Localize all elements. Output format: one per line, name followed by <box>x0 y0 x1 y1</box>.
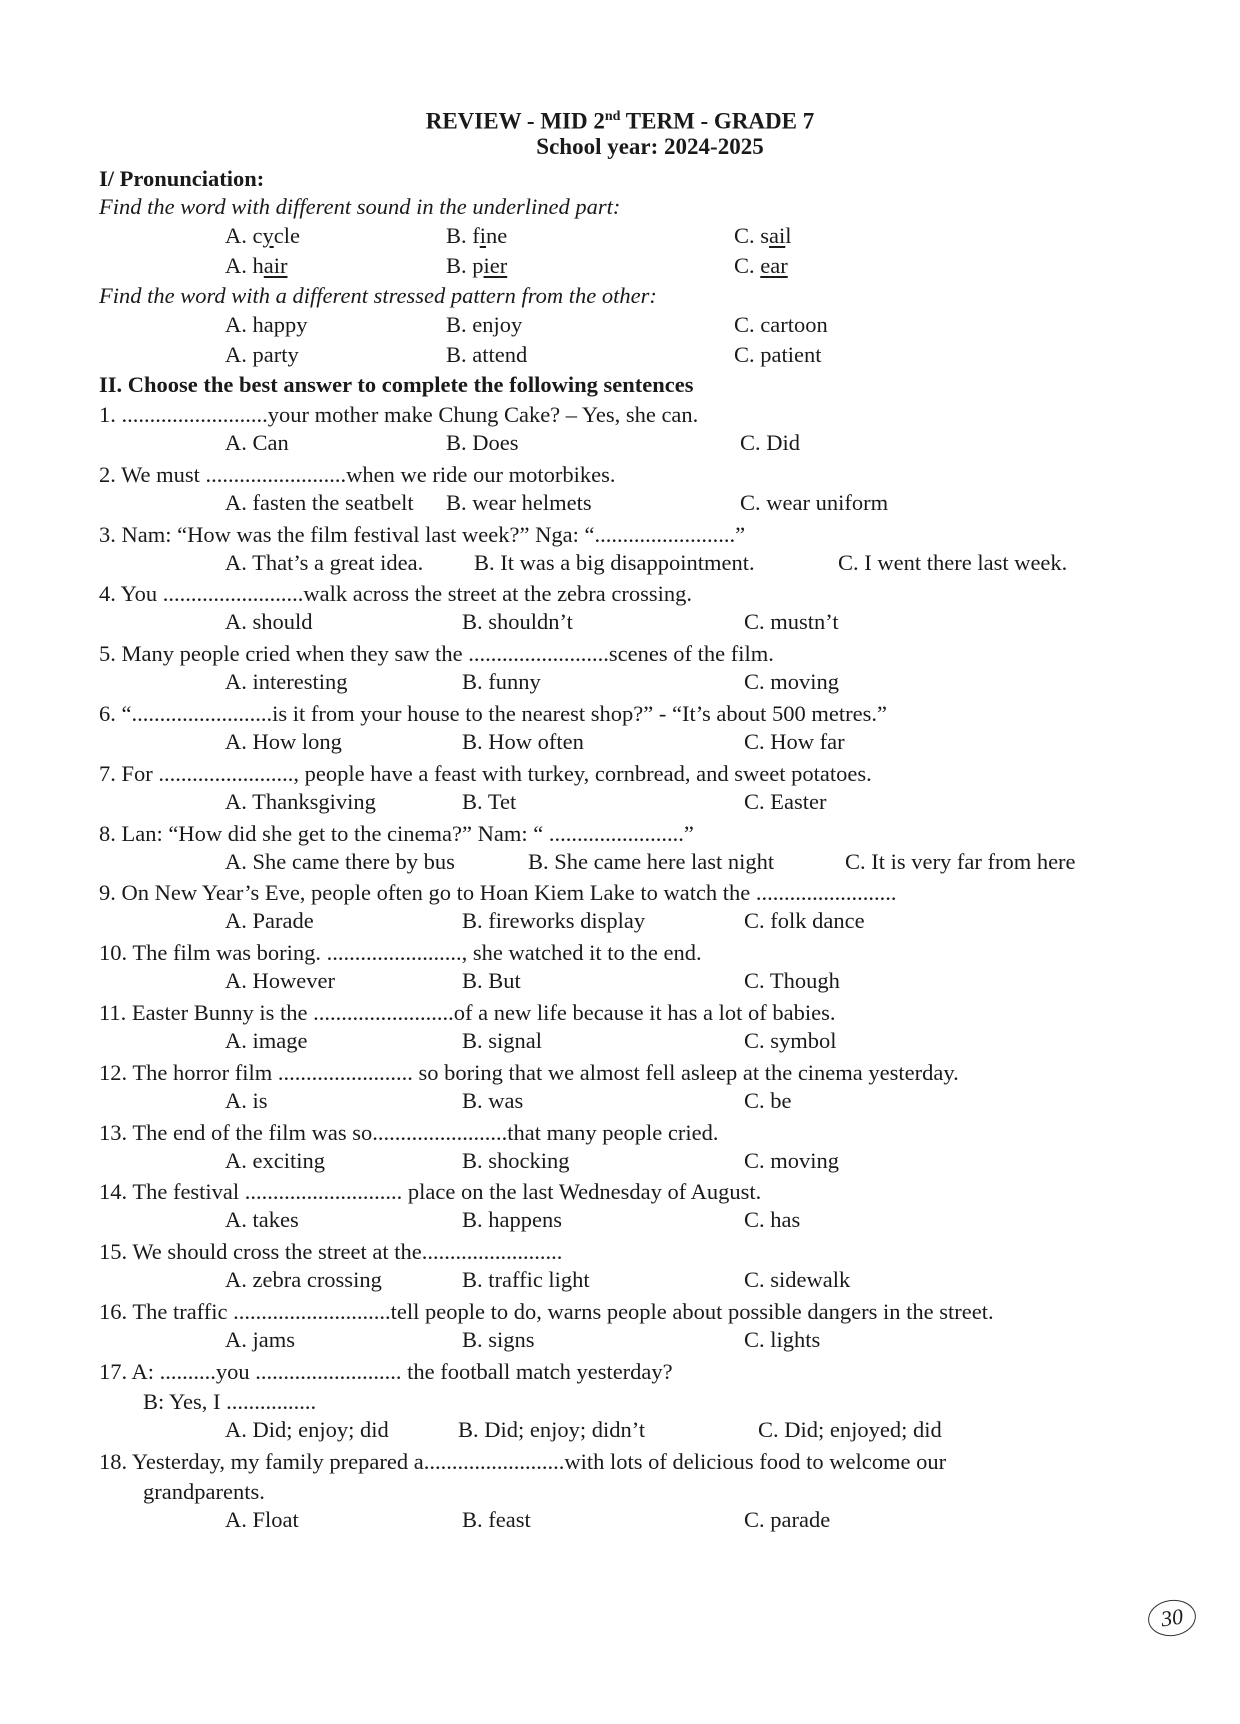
option-b[interactable]: B. signs <box>462 1327 535 1352</box>
option-a[interactable]: A. image <box>225 1028 308 1053</box>
option-b: B. attend <box>446 342 528 367</box>
option-b[interactable]: B. wear helmets <box>446 489 592 515</box>
option-c[interactable]: C. parade <box>744 1506 831 1532</box>
option-b[interactable]: B. Does <box>446 430 519 455</box>
question-text: 3. Nam: “How was the film festival last week?” Nga: “.........................” <box>99 521 746 547</box>
question-text: 12. The horror film ........................ so boring that we almost fell asleep at the cinema yesterday. <box>99 1059 959 1085</box>
instruction-stress: Find the word with a different stressed pattern from the other: <box>99 283 657 308</box>
option-b[interactable]: B. She came here last night <box>528 848 775 874</box>
option-a[interactable]: A. exciting <box>225 1147 325 1173</box>
option-c[interactable]: C. Did; enjoyed; did <box>758 1416 942 1442</box>
instruction-sound: Find the word with different sound in the underlined part: <box>99 194 621 219</box>
option-a[interactable]: A. That’s a great idea. <box>225 549 424 575</box>
option-c[interactable]: C. Did <box>740 430 801 455</box>
option-c[interactable]: C. symbol <box>744 1028 837 1053</box>
option-b[interactable]: B. Did; enjoy; didn’t <box>458 1416 646 1442</box>
option-a[interactable]: A. jams <box>225 1327 295 1352</box>
option-a[interactable]: A. Float <box>225 1506 299 1532</box>
title-text: REVIEW - MID 2 <box>425 108 605 134</box>
option-c[interactable]: C. I went there last week. <box>838 549 1068 575</box>
option-b[interactable]: B. funny <box>462 669 541 695</box>
question-text: 14. The festival ............................ place on the last Wednesday of August. <box>99 1179 762 1205</box>
option-a: A. hair <box>225 253 288 278</box>
option-c: C. cartoon <box>734 312 828 337</box>
option-c[interactable]: C. Though <box>744 968 840 994</box>
question-text: 5. Many people cried when they saw the .........................scenes of the film. <box>99 641 774 667</box>
question-text: 17. A: ..........you .......................... the football match yesterday? <box>99 1358 673 1384</box>
option-b[interactable]: B. was <box>462 1087 524 1113</box>
question-text: 15. We should cross the street at the......................... <box>99 1239 563 1265</box>
option-c: C. ear <box>734 253 788 278</box>
option-a: A. party <box>225 342 299 367</box>
option-a[interactable]: A. should <box>225 609 313 635</box>
school-year: School year: 2024-2025 <box>536 134 764 159</box>
option-c: C. sail <box>734 223 792 248</box>
page-number: 30 <box>1146 1597 1199 1639</box>
option-c[interactable]: C. folk dance <box>744 908 865 934</box>
section-heading-pronunciation: I/ Pronunciation: <box>99 166 265 191</box>
option-a[interactable]: A. interesting <box>225 669 348 695</box>
option-c[interactable]: C. sidewalk <box>744 1267 851 1293</box>
option-c[interactable]: C. It is very far from here <box>845 848 1076 874</box>
option-c[interactable]: C. wear uniform <box>740 489 889 515</box>
option-a[interactable]: A. Parade <box>225 908 314 934</box>
question-text: 1. ..........................your mother make Chung Cake? – Yes, she can. <box>99 402 699 427</box>
option-a: A. happy <box>225 312 308 337</box>
option-c[interactable]: C. has <box>744 1207 801 1233</box>
option-a[interactable]: A. She came there by bus <box>225 848 455 874</box>
question-text: 4. You .........................walk across the street at the zebra crossing. <box>99 581 693 607</box>
option-b[interactable]: B. But <box>462 968 521 994</box>
option-b[interactable]: B. signal <box>462 1028 543 1053</box>
option-c[interactable]: C. mustn’t <box>744 609 839 635</box>
option-a[interactable]: A. zebra crossing <box>225 1267 382 1293</box>
option-a[interactable]: A. Can <box>225 430 289 455</box>
option-a[interactable]: A. Thanksgiving <box>225 788 376 814</box>
option-a[interactable]: A. fasten the seatbelt <box>225 489 414 515</box>
question-text: 10. The film was boring. ........................, she watched it to the end. <box>99 940 702 966</box>
option-b[interactable]: B. shouldn’t <box>462 609 573 635</box>
section-heading-multiple-choice: II. Choose the best answer to complete the following sentences <box>99 372 694 397</box>
option-c[interactable]: C. Easter <box>744 788 827 814</box>
option-b[interactable]: B. fireworks display <box>462 908 646 934</box>
option-b[interactable]: B. How often <box>462 729 584 754</box>
question-text: 18. Yesterday, my family prepared a.........................with lots of delicious food to welcome our <box>99 1448 947 1474</box>
option-c[interactable]: C. moving <box>744 1147 840 1173</box>
option-c: C. patient <box>734 342 822 367</box>
option-c[interactable]: C. moving <box>744 669 840 695</box>
title-superscript: nd <box>604 109 621 124</box>
option-b: B. enjoy <box>446 312 523 337</box>
question-text: 6. “.........................is it from your house to the nearest shop?” - “It’s about 500 metres.” <box>99 701 887 726</box>
option-c[interactable]: C. lights <box>744 1327 821 1352</box>
option-b[interactable]: B. Tet <box>462 788 517 814</box>
question-text: 8. Lan: “How did she get to the cinema?” Nam: “ ........................” <box>99 820 694 846</box>
option-a[interactable]: A. takes <box>225 1207 299 1233</box>
question-text: 11. Easter Bunny is the .........................of a new life because it has a lot of babies. <box>99 1000 836 1025</box>
option-a[interactable]: A. Did; enjoy; did <box>225 1416 389 1442</box>
option-c[interactable]: C. How far <box>744 729 845 754</box>
page-title <box>0 103 1240 136</box>
title-text-end: TERM - GRADE 7 <box>620 108 815 134</box>
option-b[interactable]: B. traffic light <box>462 1267 590 1293</box>
question-text: grandparents. <box>143 1478 265 1504</box>
option-a: A. cycle <box>225 223 300 248</box>
question-text: 16. The traffic ............................tell people to do, warns people about possible dangers in the street. <box>99 1299 994 1324</box>
question-text: 9. On New Year’s Eve, people often go to Hoan Kiem Lake to watch the ......................... <box>99 880 897 906</box>
option-c[interactable]: C. be <box>744 1087 792 1113</box>
question-text: 13. The end of the film was so........................that many people cried. <box>99 1119 719 1145</box>
option-b[interactable]: B. shocking <box>462 1147 570 1173</box>
option-a[interactable]: A. How long <box>225 729 342 754</box>
option-a[interactable]: A. However <box>225 968 335 994</box>
option-b: B. pier <box>446 253 508 278</box>
question-text: 7. For ........................, people have a feast with turkey, cornbread, and sweet potatoes. <box>99 760 872 786</box>
option-a[interactable]: A. is <box>225 1087 268 1113</box>
question-text: B: Yes, I ................ <box>143 1388 317 1414</box>
option-b[interactable]: B. It was a big disappointment. <box>474 549 755 575</box>
question-text: 2. We must .........................when we ride our motorbikes. <box>99 461 616 487</box>
option-b[interactable]: B. feast <box>462 1506 531 1532</box>
option-b: B. fine <box>446 223 508 248</box>
option-b[interactable]: B. happens <box>462 1207 562 1233</box>
